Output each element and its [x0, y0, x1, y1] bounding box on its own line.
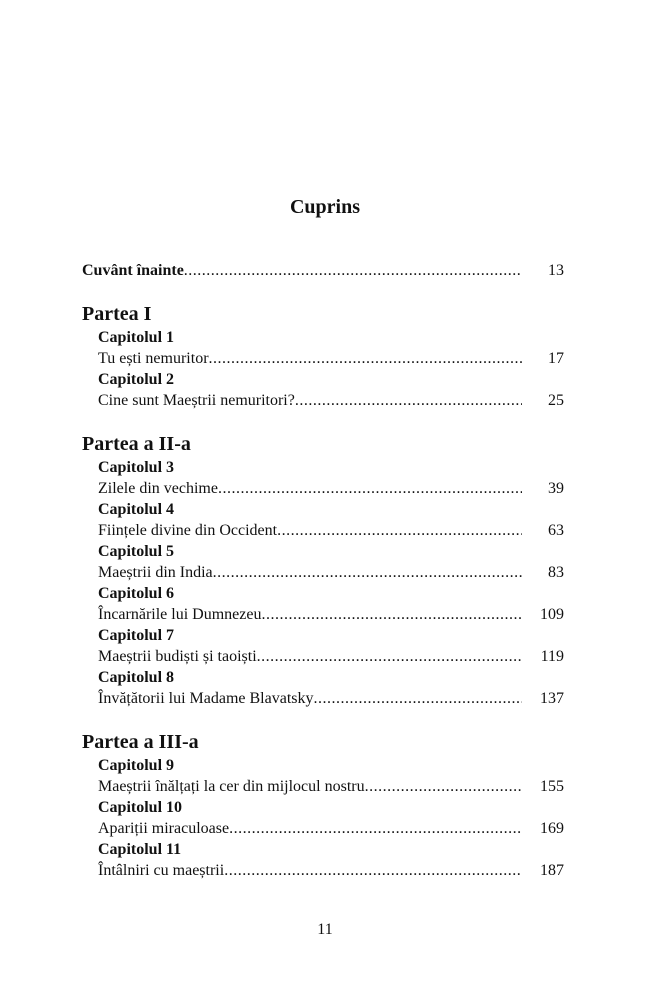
- chapter-label: Capitolul 4: [98, 501, 175, 518]
- chapter-label: Capitolul 7: [98, 627, 175, 644]
- dot-leader: [261, 604, 522, 625]
- chapter-page: 17: [548, 350, 564, 367]
- chapter-label: Capitolul 11: [98, 841, 182, 858]
- chapter-page: 109: [540, 606, 564, 623]
- chapter-page: 169: [540, 820, 564, 837]
- chapter-title: Apariții miraculoase: [98, 820, 230, 837]
- dot-leader: [209, 348, 522, 369]
- chapter-title: Încarnările lui Dumnezeu: [98, 606, 262, 623]
- chapter-label: Capitolul 6: [98, 585, 175, 602]
- table-of-contents: [82, 256, 564, 881]
- part-heading: Partea I: [82, 303, 152, 325]
- chapter-label: Capitolul 3: [98, 459, 175, 476]
- dot-leader: [213, 562, 522, 583]
- chapter-entry[interactable]: [82, 520, 564, 541]
- chapter-label: Capitolul 1: [98, 329, 175, 346]
- chapter-title: Întâlniri cu maeștrii: [98, 862, 225, 879]
- chapter-label: Capitolul 10: [98, 799, 183, 816]
- chapter-title: Ființele divine din Occident: [98, 522, 278, 539]
- chapter-entry[interactable]: [82, 562, 564, 583]
- chapter-title: Maeștrii budiști și taoiști: [98, 648, 257, 665]
- chapter-entry[interactable]: [82, 688, 564, 709]
- chapter-page: 137: [540, 690, 564, 707]
- chapter-page: 63: [548, 522, 564, 539]
- chapter-entry[interactable]: [82, 478, 564, 499]
- chapter-page: 39: [548, 480, 564, 497]
- dot-leader: [218, 478, 522, 499]
- chapter-page: 83: [548, 564, 564, 581]
- chapter-label: Capitolul 5: [98, 543, 175, 560]
- foreword-title: Cuvânt înainte: [82, 262, 184, 279]
- chapter-page: 119: [540, 648, 564, 665]
- foreword-entry[interactable]: [82, 260, 564, 281]
- chapter-label: Capitolul 8: [98, 669, 175, 686]
- page-title: Cuprins: [289, 196, 361, 218]
- chapter-page: 155: [540, 778, 564, 795]
- page-number: 11: [317, 921, 333, 938]
- dot-leader: [184, 260, 522, 281]
- chapter-entry[interactable]: [82, 776, 564, 797]
- chapter-entry[interactable]: [82, 604, 564, 625]
- part-section: [82, 301, 564, 411]
- chapter-entry[interactable]: [82, 860, 564, 881]
- foreword-page: 13: [548, 262, 564, 279]
- dot-leader: [314, 688, 523, 709]
- chapter-label: Capitolul 9: [98, 757, 175, 774]
- dot-leader: [257, 646, 522, 667]
- chapter-title: Zilele din vechime: [98, 480, 218, 497]
- chapter-title: Tu ești nemuritor: [98, 350, 209, 367]
- chapter-entry[interactable]: [82, 348, 564, 369]
- dot-leader: [277, 520, 522, 541]
- chapter-page: 25: [548, 392, 564, 409]
- part-heading: Partea a II-a: [82, 433, 191, 455]
- part-section: [82, 729, 564, 881]
- chapter-title: Maeștrii înălțați la cer din mijlocul nostru: [98, 778, 365, 795]
- chapter-entry[interactable]: [82, 646, 564, 667]
- dot-leader: [295, 390, 522, 411]
- parts-list: [82, 301, 564, 881]
- chapter-entry[interactable]: [82, 818, 564, 839]
- chapter-title: Maeștrii din India: [98, 564, 213, 581]
- part-section: [82, 431, 564, 709]
- chapter-title: Învățătorii lui Madame Blavatsky: [98, 690, 314, 707]
- dot-leader: [224, 860, 522, 881]
- chapter-title: Cine sunt Maeștrii nemuritori?: [98, 392, 295, 409]
- part-heading: Partea a III-a: [82, 731, 199, 753]
- chapter-label: Capitolul 2: [98, 371, 175, 388]
- dot-leader: [229, 818, 522, 839]
- chapter-page: 187: [540, 862, 564, 879]
- dot-leader: [365, 776, 522, 797]
- chapter-entry[interactable]: [82, 390, 564, 411]
